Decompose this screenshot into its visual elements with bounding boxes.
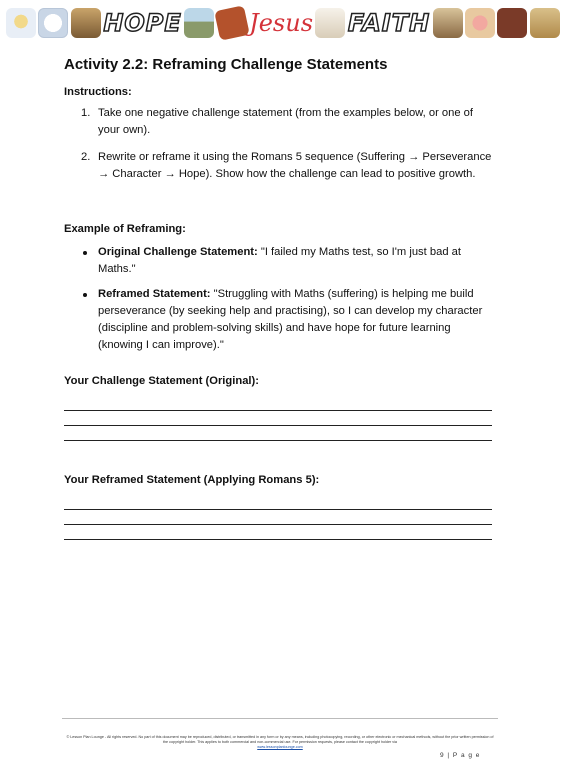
page-number: 9 | P a g e <box>440 752 481 759</box>
answer-line <box>64 440 492 441</box>
copyright-text: © Lesson Plan Lounge - All rights reserved. No part of this document may be reproduced, distributed, or transmitted in any form or by any means, including photocopying, recording, or other electronic or mechanical methods, without the prior written permission of the copyright holder. This applies to both commercial and non-commercial use. For permission requests, please contact the copyright holder via <box>66 735 494 744</box>
challenge-answer-lines <box>64 410 492 455</box>
list-text: Rewrite or reframe it using the Romans 5 sequence (Suffering → Perseverance → Character → Hope). Show how the challenge can lead to positive growth. <box>98 151 492 180</box>
answer-line <box>64 509 492 510</box>
answer-line <box>64 524 492 525</box>
angel-icon <box>6 8 36 38</box>
footer-link[interactable]: www.lessonplanlounge.com <box>257 745 303 749</box>
list-item <box>64 149 494 183</box>
instructions-heading: Instructions: <box>64 86 132 98</box>
reframed-answer-lines <box>64 509 492 554</box>
example-text: "Struggling with Maths (suffering) is helping me build perseverance (by seeking help and practising), so I can develop my character (discipline and problem-solving skills) and have hope for future learning (knowing I can improve)." <box>98 288 483 351</box>
list-number: 1. <box>81 107 91 119</box>
book-icon <box>214 5 250 41</box>
answer-line <box>64 425 492 426</box>
footer-copyright <box>64 735 496 750</box>
shepherd-icon <box>433 8 463 38</box>
list-item <box>64 286 494 354</box>
list-item <box>64 244 494 278</box>
bullet-icon <box>83 293 87 297</box>
banner-word-faith: FAITH <box>347 9 431 37</box>
example-heading: Example of Reframing: <box>64 223 186 235</box>
rose-window-icon <box>465 8 495 38</box>
answer-line <box>64 539 492 540</box>
challenge-statement-heading: Your Challenge Statement (Original): <box>64 375 259 387</box>
example-label: Reframed Statement: <box>98 288 211 300</box>
nativity-icon <box>71 8 101 38</box>
footer-divider <box>62 718 498 719</box>
temple-icon <box>184 8 214 38</box>
list-item <box>64 105 494 139</box>
bible-icon <box>497 8 527 38</box>
instructions-list <box>64 105 494 193</box>
reframed-statement-heading: Your Reframed Statement (Applying Romans 5): <box>64 474 320 486</box>
list-number: 2. <box>81 151 91 163</box>
answer-line <box>64 410 492 411</box>
list-text: Take one negative challenge statement (from the examples below, or one of your own). <box>98 107 474 136</box>
header-banner <box>0 0 566 46</box>
page-title: Activity 2.2: Reframing Challenge Statements <box>64 56 388 73</box>
example-text: "I failed my Maths test, so I'm just bad at Maths." <box>98 246 461 275</box>
dove-icon <box>38 8 68 38</box>
example-label: Original Challenge Statement: <box>98 246 258 258</box>
banner-word-hope: HOPE <box>103 9 182 37</box>
banner-word-jesus: Jesus <box>249 9 314 37</box>
church-icon <box>315 8 345 38</box>
map-icon <box>530 8 560 38</box>
example-list <box>64 244 494 362</box>
bullet-icon <box>83 251 87 255</box>
